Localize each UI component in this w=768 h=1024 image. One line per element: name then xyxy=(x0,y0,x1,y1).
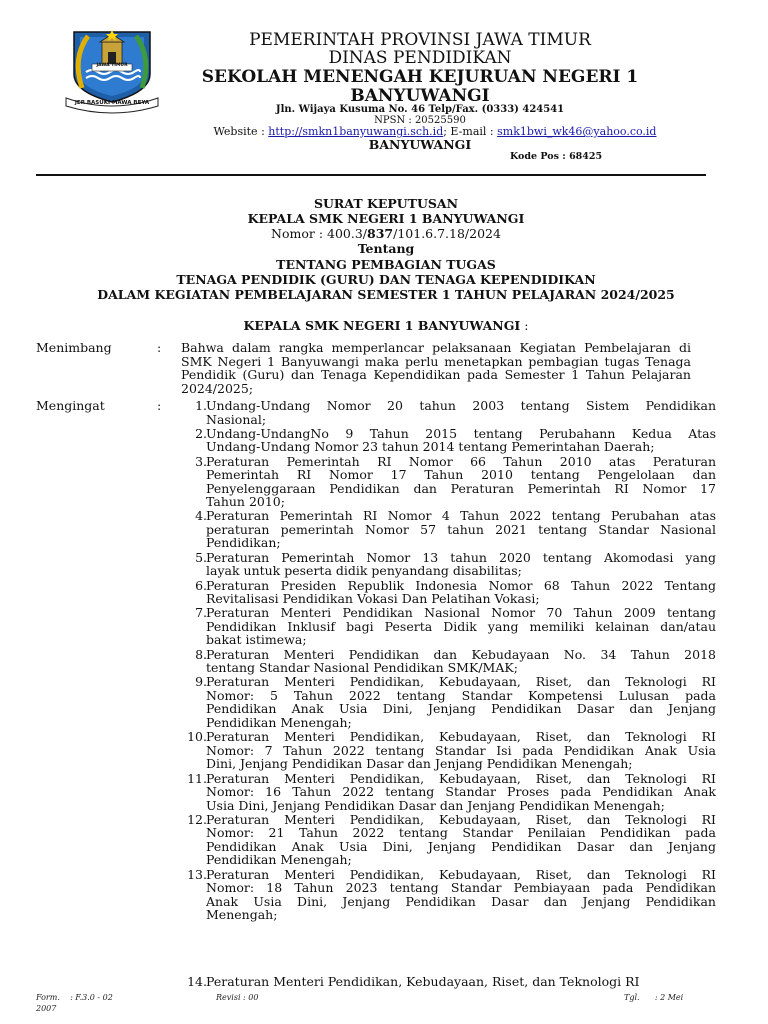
mengingat-item-number: 6. xyxy=(195,577,207,593)
decree-tentang: Tentang xyxy=(357,241,415,256)
mengingat-item-text xyxy=(206,868,716,922)
mengingat-item-number: 2. xyxy=(195,425,207,441)
email-link[interactable]: smk1bwi_wk46@yahoo.co.id xyxy=(497,125,657,138)
website-label: Website : xyxy=(213,125,269,138)
mengingat-item-line: Nomor: 5 Tahun 2022 tentang Standar Kompetensi Lulusan pada xyxy=(206,687,716,703)
mengingat-item-line: Nasional; xyxy=(206,411,267,427)
mengingat-item-line: Pemerintah RI Nomor 17 Tahun 2010 tentang Pengelolaan dan xyxy=(206,467,716,483)
mengingat-item-line: Peraturan Pemerintah RI Nomor 4 Tahun 2022 tentang Perubahan atas xyxy=(206,508,716,524)
mengingat-item-text xyxy=(206,772,716,813)
logo-motto-text: JER BASUKI MAWA BEYA xyxy=(74,100,150,106)
authority-colon: : xyxy=(520,318,529,333)
mengingat-item-line: Undang-Undang Nomor 23 tahun 2014 tentang Pemerintahan Daerah; xyxy=(206,439,655,455)
mengingat-item-number: 13. xyxy=(187,866,207,882)
mengingat-item-line: Peraturan Menteri Pendidikan, Kebudayaan, Riset, dan Teknologi RI xyxy=(206,811,716,827)
mengingat-item-line: Pendidikan Menengah; xyxy=(206,852,352,868)
mengingat-item-line: Pendidikan Menengah; xyxy=(206,714,352,730)
mengingat-item-number: 9. xyxy=(195,674,207,690)
mengingat-item-line: Peraturan Menteri Pendidikan, Kebudayaan, Riset, dan Teknologi RI xyxy=(206,770,716,786)
mengingat-label: Mengingat xyxy=(36,398,105,413)
mengingat-item-line: bakat istimewa; xyxy=(206,632,307,648)
decree-subject-1: TENTANG PEMBAGIAN TUGAS xyxy=(276,257,496,272)
mengingat-item-text xyxy=(206,579,716,606)
mengingat-item-text xyxy=(206,455,716,509)
decree-number-suffix: /101.6.7.18/2024 xyxy=(393,226,501,241)
mengingat-item-line: Revitalisasi Pendidikan Vokasi Dan Pelatihan Vokasi; xyxy=(206,591,540,606)
menimbang-line: Bahwa dalam rangka memperlancar pelaksanaan Kegiatan Pembelajaran di xyxy=(181,340,691,355)
footer-revision: Revisi : 00 xyxy=(216,993,259,1002)
letterhead-npsn: NPSN : 20525590 xyxy=(374,115,466,126)
mengingat-item-text xyxy=(206,730,716,771)
mengingat-item-number: 14. xyxy=(187,974,207,989)
province-logo xyxy=(62,28,162,114)
mengingat-item-line: Dini, Jenjang Pendidikan Dasar dan Jenjang Pendidikan Menengah; xyxy=(206,756,633,772)
footer-year: 2007 xyxy=(36,1004,57,1013)
mengingat-colon: : xyxy=(157,398,162,413)
mengingat-item-line: Menengah; xyxy=(206,907,278,923)
mengingat-item-text xyxy=(206,551,716,578)
mengingat-section xyxy=(36,399,716,999)
mengingat-item-line: Pendidikan Inklusif bagi Peserta Didik yang memiliki kelainan dan/atau xyxy=(206,618,716,634)
mengingat-item-line: Penyelenggaraan Pendidikan dan Peraturan Pemerintah RI Nomor 17 xyxy=(206,480,716,496)
mengingat-item-line: Pendidikan; xyxy=(206,535,281,551)
website-link[interactable]: http://smkn1banyuwangi.sch.id xyxy=(268,125,444,138)
mengingat-item-number: 8. xyxy=(195,646,207,662)
mengingat-item-line: Anak Usia Dini, Jenjang Pendidikan Dasar dan Jenjang Pendidikan xyxy=(206,893,716,909)
mengingat-item-number: 7. xyxy=(195,605,207,621)
mengingat-item-number: 4. xyxy=(195,508,207,524)
mengingat-item-number: 3. xyxy=(195,453,207,469)
mengingat-item-line: Nomor: 7 Tahun 2022 tentang Standar Isi pada Pendidikan Anak Usia xyxy=(206,742,716,758)
footer-date-label: Tgl. xyxy=(624,993,640,1002)
mengingat-item-line: Undang-Undang Nomor 20 tahun 2003 tentang Sistem Pendidikan xyxy=(206,398,716,413)
footer-form xyxy=(36,993,113,1002)
decree-authority xyxy=(36,318,736,333)
mengingat-item-line: Nomor: 16 Tahun 2022 tentang Standar Proses pada Pendidikan Anak xyxy=(206,784,716,799)
mengingat-item-line: tentang Standar Nasional Pendidikan SMK/MAK; xyxy=(206,660,518,676)
mengingat-item-text xyxy=(206,975,716,989)
mengingat-item-line: layak untuk peserta didik penyandang disabilitas; xyxy=(206,563,522,579)
mengingat-item-line: Pendidikan Anak Usia Dini, Jenjang Pendidikan Dasar dan Jenjang xyxy=(206,701,716,717)
mengingat-item-line: Usia Dini, Jenjang Pendidikan Dasar dan Jenjang Pendidikan Menengah; xyxy=(206,797,665,813)
mengingat-item-line: Peraturan Menteri Pendidikan, Kebudayaan, Riset, dan Teknologi RI xyxy=(206,866,716,882)
footer-date-value: : 2 Mei xyxy=(654,993,684,1002)
letterhead-government: PEMERINTAH PROVINSI JAWA TIMUR xyxy=(249,30,591,50)
menimbang-line: SMK Negeri 1 Banyuwangi maka perlu menetapkan pembagian tugas Tenaga xyxy=(181,353,691,369)
letterhead-divider xyxy=(36,174,706,176)
decree-number-prefix: Nomor : 400.3/ xyxy=(271,226,368,241)
mengingat-item-line: Peraturan Menteri Pendidikan, Kebudayaan, Riset, dan Teknologi RI xyxy=(206,674,716,690)
mengingat-item-line: Peraturan Menteri Pendidikan, Kebudayaan, Riset, dan Teknologi RI xyxy=(206,729,716,745)
decree-number-main: 837 xyxy=(367,226,394,241)
mengingat-item-text xyxy=(206,648,716,675)
email-label: ; E-mail : xyxy=(443,125,498,138)
decree-issuer: KEPALA SMK NEGERI 1 BANYUWANGI xyxy=(247,211,525,226)
menimbang-text xyxy=(181,341,691,395)
mengingat-item-line: Peraturan Menteri Pendidikan dan Kebudayaan No. 34 Tahun 2018 xyxy=(206,646,716,662)
menimbang-line: 2024/2025; xyxy=(181,380,254,396)
decree-title: SURAT KEPUTUSAN xyxy=(313,196,459,211)
letterhead-agency: DINAS PENDIDIKAN xyxy=(328,48,512,68)
mengingat-item-number: 5. xyxy=(195,549,207,565)
menimbang-colon: : xyxy=(157,340,162,355)
menimbang-section xyxy=(36,341,716,399)
footer-form-label: Form. xyxy=(36,993,60,1002)
menimbang-label: Menimbang xyxy=(36,340,112,355)
mengingat-item-text xyxy=(206,427,716,454)
mengingat-item-line: peraturan pemerintah Nomor 57 tahun 2021 tentang Standar Nasional xyxy=(206,521,716,537)
mengingat-item-number: 12. xyxy=(187,811,207,827)
menimbang-line: Pendidik (Guru) dan Tenaga Kependidikan pada Semester 1 Tahun Pelajaran xyxy=(181,367,691,382)
mengingat-item-line: Peraturan Pemerintah RI Nomor 66 Tahun 2010 atas Peraturan xyxy=(206,453,716,469)
mengingat-item-line: Peraturan Presiden Republik Indonesia Nomor 68 Tahun 2022 Tentang xyxy=(206,577,716,593)
mengingat-item-line: Nomor: 18 Tahun 2023 tentang Standar Pembiayaan pada Pendidikan xyxy=(206,880,716,896)
mengingat-item-line: Pendidikan Anak Usia Dini, Jenjang Pendidikan Dasar dan Jenjang xyxy=(206,838,716,854)
mengingat-item-line: Peraturan Menteri Pendidikan, Kebudayaan, Riset, dan Teknologi RI xyxy=(206,974,640,989)
letterhead-school: SEKOLAH MENENGAH KEJURUAN NEGERI 1 xyxy=(201,67,639,87)
letterhead-city-title: BANYUWANGI xyxy=(350,86,490,106)
decree-subject-2: TENAGA PENDIDIK (GURU) DAN TENAGA KEPENDIDIKAN xyxy=(176,272,596,287)
mengingat-item-text xyxy=(206,675,716,729)
mengingat-item-number: 10. xyxy=(187,729,207,745)
decree-subject-3: DALAM KEGIATAN PEMBELAJARAN SEMESTER 1 TAHUN PELAJARAN 2024/2025 xyxy=(97,287,675,302)
mengingat-item-number: 1. xyxy=(195,398,207,413)
mengingat-item-line: Peraturan Menteri Pendidikan Nasional Nomor 70 Tahun 2009 tentang xyxy=(206,605,716,621)
decree-number xyxy=(36,226,736,241)
mengingat-item-text xyxy=(206,399,716,426)
authority-name: KEPALA SMK NEGERI 1 BANYUWANGI xyxy=(243,318,521,333)
mengingat-item-number: 11. xyxy=(187,770,207,786)
footer-form-value: : F.3.0 - 02 xyxy=(70,993,113,1002)
mengingat-item-text xyxy=(206,509,716,550)
mengingat-item-line: Undang-UndangNo 9 Tahun 2015 tentang Perubahann Kedua Atas xyxy=(206,425,716,441)
mengingat-item-line: Tahun 2010; xyxy=(206,494,285,510)
mengingat-item-line: Nomor: 21 Tahun 2022 tentang Standar Penilaian Pendidikan pada xyxy=(206,825,716,841)
letterhead-city: BANYUWANGI xyxy=(368,137,472,152)
mengingat-item-line: Peraturan Pemerintah Nomor 13 tahun 2020 tentang Akomodasi yang xyxy=(206,549,716,565)
logo-ribbon-text: JAWA TIMUR xyxy=(96,63,128,68)
mengingat-item-text xyxy=(206,606,716,647)
letterhead-address: Jln. Wijaya Kusuma No. 46 Telp/Fax. (0333) 424541 xyxy=(275,104,565,115)
postal-code: Kode Pos : 68425 xyxy=(510,151,603,162)
footer-date xyxy=(624,993,683,1002)
mengingat-item-text xyxy=(206,813,716,867)
